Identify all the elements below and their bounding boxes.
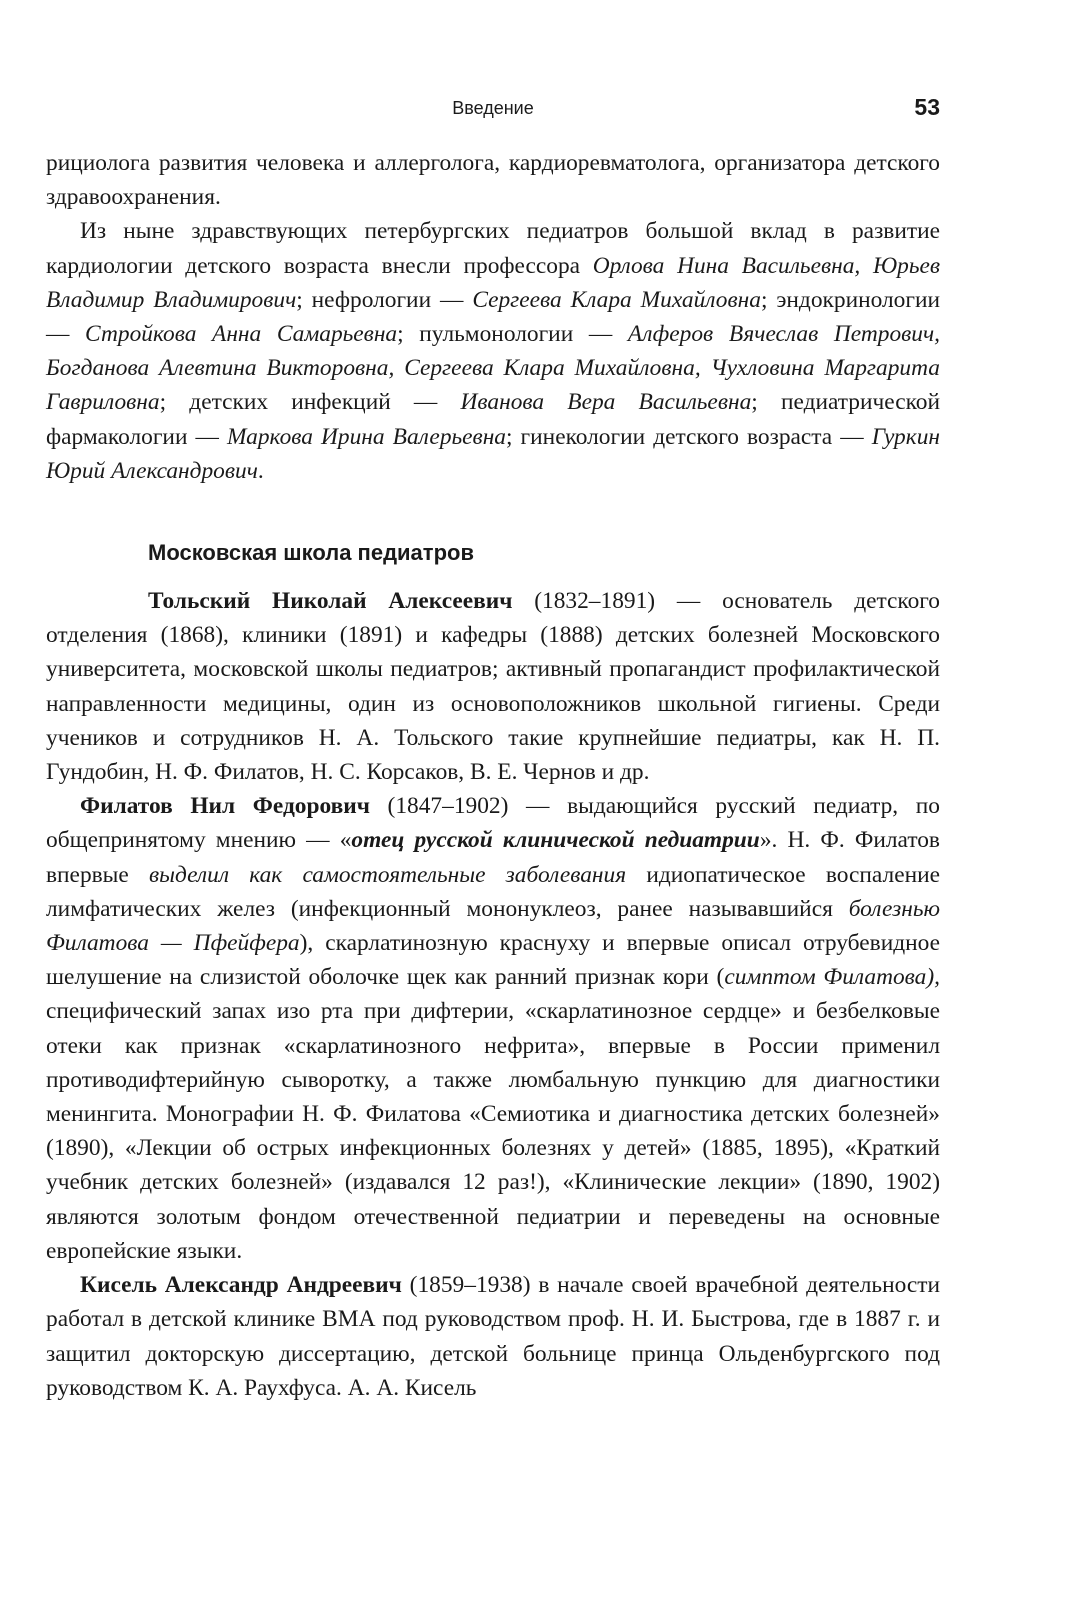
page-header: [46, 94, 940, 128]
person-name-filatov: Филатов Нил Федорович: [80, 793, 370, 820]
names-infections: Иванова Вера Васильевна: [460, 389, 752, 416]
page-body: [46, 146, 940, 1405]
page-number: 53: [914, 94, 940, 120]
paragraph-filatov: Филатов Нил Федорович (1847–1902) — выдающийся русский педиатр, по общепринятому мнению — «отец русской клинической педиатрии». Н. Ф. Филатов впервые выделил как самостоятельные заболевания идиопатическое воспаление лимфатических желез (инфекционный мононуклеоз, ранее называвшийся болезнью Филатова — Пфейфера), скарлатинозную краснуху и впервые описал отрубевидное шелушение на слизистой оболочке щек как ранний признак кори (симптом Филатова), специфический запах изо рта при дифтерии, «скарлатинозное сердце» и безбелковые отеки как признак «скарлатинозного нефрита», впервые в России применил противодифтерийную сыворотку, а также люмбальную пункцию для диагностики менингита. Монографии Н. Ф. Филатова «Семиотика и диагностика детских болезней» (1890), «Лекции об острых инфекционных болезнях у детей» (1885, 1895), «Краткий учебник детских болезней» (издавался 12 раз!), «Клинические лекции» (1890, 1902) являются золотым фондом отечественной педиатрии и переведены на основные европейские языки.: [46, 793, 940, 1264]
names-gynecology: Гуркин Юрий Александрович: [46, 423, 940, 484]
paragraph-continuation: рициолога развития человека и аллерголога, кардиоревматолога, организатора детского здравоохранения.: [46, 150, 940, 211]
paragraph-kisel: Кисель Александр Андреевич (1859–1938) в начале своей врачебной деятельности работал в детской клинике ВМА под руководством проф. Н. И. Быстрова, где в 1887 г. и защитил докторскую диссертацию, детской больнице принца Ольденбургского под руководством К. А. Раухфуса. А. А. Кисель: [46, 1272, 940, 1401]
paragraph-tolsky: Тольский Николай Алексеевич (1832–1891) — основатель детского отделения (1868), клиники (1891) и кафедры (1888) детских болезней Московского университета, московской школы педиатров; активный пропагандист профилактической направленности медицины, один из основоположников школьной гигиены. Среди учеников и сотрудников Н. А. Тольского такие крупнейшие педиатры, как Н. П. Гундобин, Н. Ф. Филатов, Н. С. Корсаков, В. Е. Чернов и др.: [46, 588, 940, 786]
names-nephrology: Сергеева Клара Михайловна: [472, 286, 761, 313]
running-head: Введение: [452, 98, 534, 118]
names-pulmonology: Алферов Вячеслав Петрович, Богданова Алевтина Викторовна, Сергеева Клара Михайловна, Чухловина Маргарита Гавриловна: [46, 321, 941, 416]
names-endocrinology: Стройкова Анна Самарьевна: [85, 321, 398, 348]
names-pharmacology: Маркова Ирина Валерьевна: [226, 423, 506, 450]
names-cardiology: Орлова Нина Васильевна, Юрьев Владимир Владимирович: [46, 252, 941, 313]
section-heading: Московская школа педиатров: [148, 540, 474, 566]
person-name-tolsky: Тольский Николай Алексеевич: [148, 588, 513, 615]
quote-father-of-pediatrics: отец русской клинической педиатрии: [351, 827, 760, 854]
paragraph-petersburg-pediatricians: Из ныне здравствующих петербургских педиатров большой вклад в развитие кардиологии детского возраста внесли профессора Орлова Нина Васильевна, Юрьев Владимир Владимирович; нефрологии — Сергеева Клара Михайловна; эндокринологии — Стройкова Анна Самарьевна; пульмонологии — Алферов Вячеслав Петрович, Богданова Алевтина Викторовна, Сергеева Клара Михайловна, Чухловина Маргарита Гавриловна; детских инфекций — Иванова Вера Васильевна; педиатрической фармакологии — Маркова Ирина Валерьевна; гинекологии детского возраста — Гуркин Юрий Александрович.: [46, 218, 941, 484]
person-name-kisel: Кисель Александр Андреевич: [80, 1272, 402, 1299]
